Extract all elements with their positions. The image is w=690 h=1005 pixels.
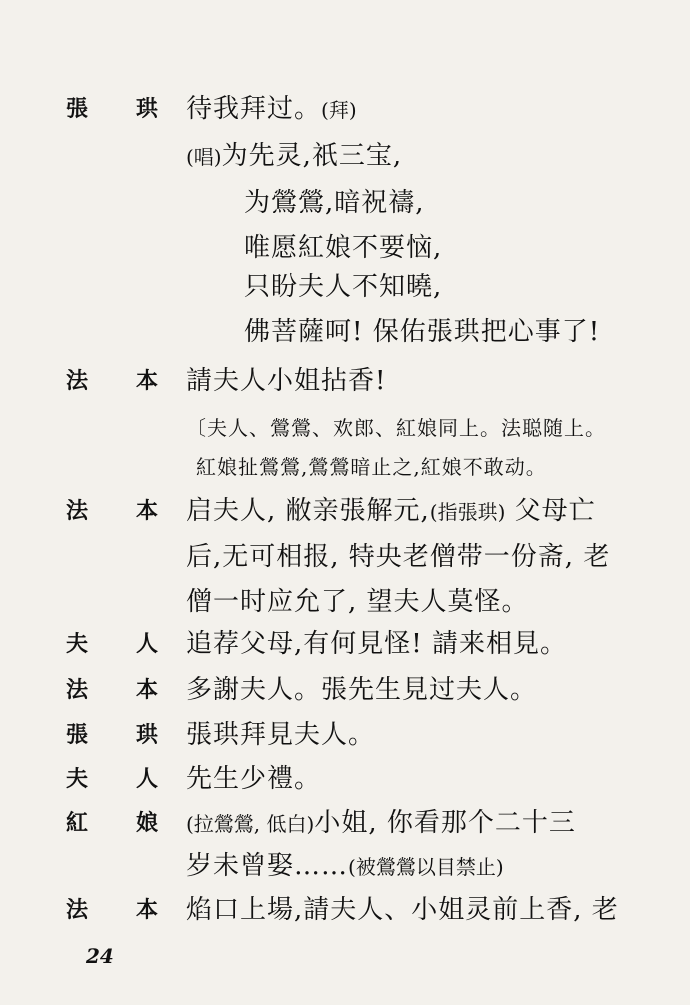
song-text: 为鶯鶯,暗祝禱, [244, 188, 425, 218]
speaker-char: 本 [135, 677, 158, 703]
stage-direction: 紅娘扯鶯鶯,鶯鶯暗止之,紅娘不敢动。 [196, 455, 547, 479]
page-number: 24 [86, 944, 114, 968]
speaker-char: 人 [135, 766, 158, 792]
dialogue-text: 追荐父母,有何見怪! 請来相見。 [186, 629, 567, 659]
dialogue-text: 焰口上場,請夫人、小姐灵前上香, 老 [186, 895, 619, 925]
speaker-char: 珙 [135, 96, 158, 122]
speaker-label [66, 893, 158, 924]
speaker-char: 張 [66, 96, 89, 122]
speaker-label [66, 494, 158, 525]
speaker-char: 本 [135, 897, 158, 923]
dialogue-text: 僧一时应允了, 望夫人莫怪。 [186, 587, 529, 617]
speaker-char: 法 [66, 368, 89, 394]
dialogue-text: 后,无可相报, 特央老僧带一份斋, 老 [186, 542, 611, 572]
speaker-label [66, 92, 158, 123]
speaker-char: 法 [66, 677, 89, 703]
speaker-char: 紅 [66, 810, 89, 836]
speaker-char: 本 [135, 368, 158, 394]
song-text: 佛菩薩呵! 保佑張珙把心事了! [244, 317, 601, 347]
speaker-char: 珙 [135, 722, 158, 748]
dialogue-text: 多謝夫人。張先生見过夫人。 [186, 675, 538, 705]
speaker-label [66, 364, 158, 395]
song-text: 为先灵,祇三宝, [221, 141, 403, 171]
song-text: 唯愿紅娘不要恼, [244, 233, 443, 263]
speaker-char: 夫 [66, 766, 89, 792]
speaker-char: 張 [66, 722, 89, 748]
speaker-char: 娘 [135, 810, 158, 836]
stage-direction: (被鶯鶯以目禁止) [348, 855, 504, 879]
speaker-char: 法 [66, 897, 89, 923]
stage-direction: (指張珙) [429, 500, 506, 524]
dialogue-text: 張珙拜見夫人。 [186, 720, 376, 750]
dialogue-text: 請夫人小姐拈香! [186, 366, 387, 396]
stage-direction: 〔夫人、鶯鶯、欢郎、紅娘同上。法聪随上。 [186, 416, 606, 440]
dialogue-text: 小姐, 你看那个二十三 [314, 808, 576, 838]
dialogue-text: 岁未曾娶…… [186, 851, 349, 881]
dialogue-text: 待我拜过。 [186, 94, 322, 124]
speaker-label [66, 762, 158, 793]
dialogue-text: 先生少禮。 [186, 764, 322, 794]
speaker-char: 人 [135, 631, 158, 657]
dialogue-text: 启夫人, 敝亲張解元, [186, 496, 430, 526]
speaker-char: 本 [135, 498, 158, 524]
stage-direction: (唱) [186, 145, 222, 169]
stage-direction: (拉鶯鶯, 低白) [186, 812, 315, 836]
speaker-label [66, 806, 158, 837]
song-text: 只盼夫人不知曉, [244, 272, 443, 302]
speaker-label [66, 673, 158, 704]
stage-direction: (拜) [321, 98, 357, 122]
dialogue-text: 父母亡 [514, 496, 596, 526]
speaker-label [66, 627, 158, 658]
speaker-char: 法 [66, 498, 89, 524]
speaker-char: 夫 [66, 631, 89, 657]
speaker-label [66, 718, 158, 749]
